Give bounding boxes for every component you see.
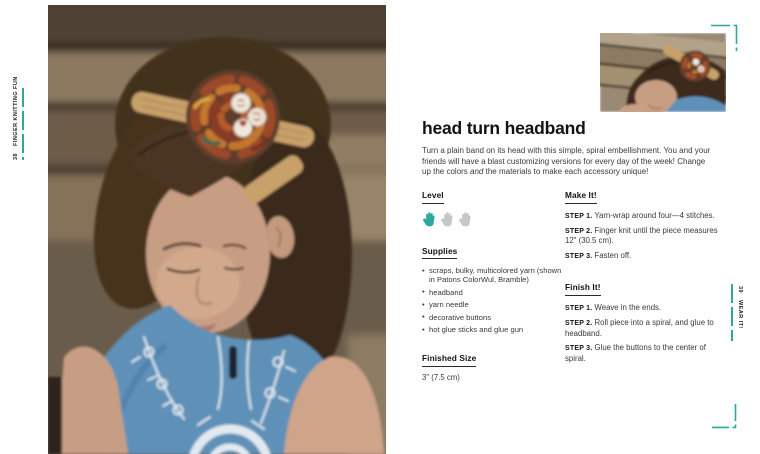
finished-size-heading: Finished Size	[422, 353, 476, 367]
step-item	[565, 303, 720, 314]
supply-item: • scraps, bulky, multicolored yarn (shown in Patons ColorWul, Bramble)	[422, 266, 567, 284]
intro-paragraph	[422, 146, 711, 178]
step-text: Glue the buttons to the center of spiral.	[565, 343, 706, 363]
finished-size-value: 3" (7.5 cm)	[422, 372, 460, 382]
step-text: Finger knit until the piece measures 12" (30.5 cm).	[565, 225, 718, 246]
corner-bracket-bottom-icon	[707, 399, 743, 433]
difficulty-hand-icon	[440, 211, 455, 228]
intro-part2: the materials to make each accessory unique!	[483, 167, 649, 177]
step-text: Weave in the ends.	[594, 302, 662, 312]
step-item	[565, 226, 720, 246]
supplies-list	[422, 266, 567, 334]
main-photo-illustration	[48, 5, 386, 454]
right-running-head-label: WEAR IT!	[737, 300, 743, 329]
difficulty-hand-icon	[458, 211, 473, 228]
step-text: Roll piece into a spiral, and glue to headband.	[565, 318, 714, 338]
supply-item: • decorative buttons	[422, 313, 567, 322]
step-label: STEP 1.	[565, 304, 593, 312]
main-photo	[48, 5, 386, 454]
step-item	[565, 211, 720, 222]
step-label: STEP 3.	[565, 252, 593, 260]
left-running-head-label: FINGER KNITTING FUN	[13, 76, 19, 146]
make-it-steps	[565, 211, 720, 262]
left-running-head	[13, 76, 19, 160]
make-it-heading: Make It!	[565, 190, 597, 204]
left-sidebar-rule	[22, 88, 24, 160]
finish-it-heading: Finish It!	[565, 282, 601, 296]
step-item	[565, 343, 720, 363]
step-label: STEP 3.	[565, 345, 593, 353]
step-item	[565, 318, 720, 338]
step-item	[565, 251, 720, 262]
finish-it-steps	[565, 303, 720, 364]
left-page-number: 38	[13, 152, 19, 160]
right-sidebar-rule	[731, 284, 733, 341]
step-label: STEP 2.	[565, 227, 593, 235]
step-text: Fasten off.	[594, 250, 632, 260]
supplies-heading: Supplies	[422, 246, 457, 260]
intro-emphasis: and	[470, 167, 484, 177]
page-title: head turn headband	[422, 118, 586, 138]
level-heading: Level	[422, 190, 444, 204]
step-text: Yarn-wrap around four—4 stitches.	[594, 210, 715, 220]
supply-item: • yarn needle	[422, 300, 567, 309]
supply-item: • hot glue sticks and glue gun	[422, 325, 567, 334]
supply-item: • headband	[422, 288, 567, 297]
difficulty-rating	[422, 211, 567, 228]
inset-photo-illustration	[600, 33, 726, 112]
right-page-number: 39	[737, 286, 743, 294]
specs-column	[422, 185, 567, 382]
right-running-head	[737, 286, 743, 329]
instructions-column	[565, 185, 720, 368]
intro-part1: Turn a plain band on its head with this simple, spiral embellishment. You and your friends will have a blast customizing versions for every day of the week! Change up the colors	[422, 146, 711, 177]
step-label: STEP 2.	[565, 320, 593, 328]
inset-photo	[600, 33, 726, 112]
difficulty-hand-icon	[422, 211, 437, 228]
step-label: STEP 1.	[565, 212, 593, 220]
